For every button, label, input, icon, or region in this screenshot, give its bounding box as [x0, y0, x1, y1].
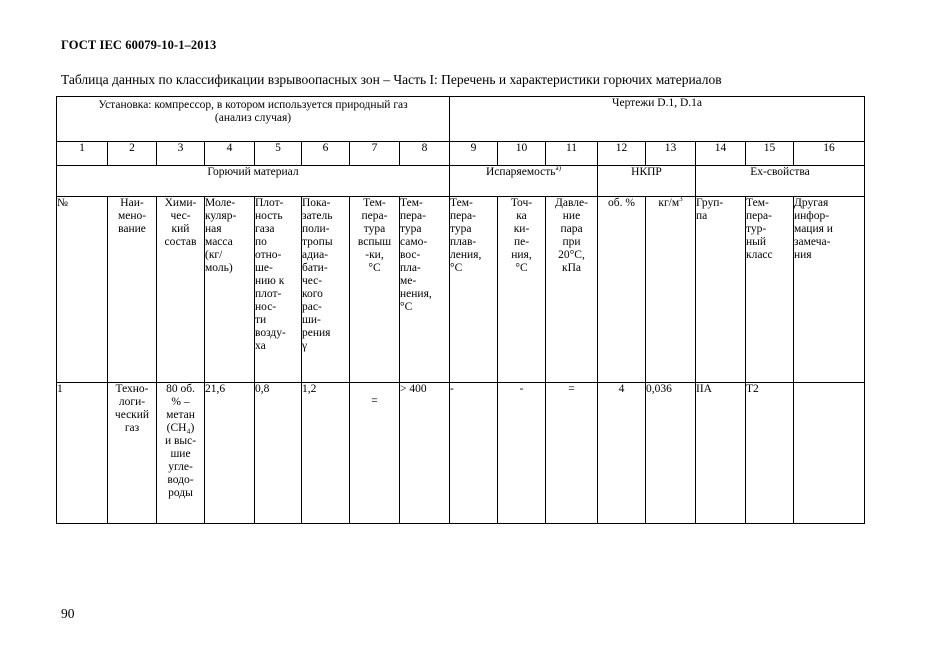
column-number: 13	[646, 142, 696, 166]
header-lel-mass	[646, 197, 696, 383]
cell-temperature-class: T2	[746, 383, 794, 524]
column-number: 9	[450, 142, 498, 166]
column-number: 1	[57, 142, 108, 166]
installation-line-1: Установка: компрессор, в котором используется природный газ	[98, 99, 408, 111]
header-chemical-composition: Хими- чес- кий состав	[157, 197, 205, 383]
header-number: №	[57, 197, 108, 383]
header-gas-group: Груп- па	[696, 197, 746, 383]
column-headers-row	[57, 197, 865, 383]
header-vapour-pressure: Давле- ние пара при 20°С, кПа	[546, 197, 598, 383]
header-molecular-mass: Моле- куляр- ная масса (кг/ моль)	[205, 197, 255, 383]
installation-cell	[57, 97, 450, 142]
header-boiling-point: Точ- ка ки- пе- ния, °С	[498, 197, 546, 383]
cell-molecular-mass: 21,6	[205, 383, 255, 524]
cell-lel-volume: 4	[598, 383, 646, 524]
table-row	[57, 383, 865, 524]
header-lel-mass-unit: кг/м	[658, 197, 680, 209]
column-number: 14	[696, 142, 746, 166]
column-number: 2	[108, 142, 157, 166]
installation-line-2: (анализ случая)	[214, 112, 292, 124]
cell-melting-point: -	[450, 383, 498, 524]
table-caption: Таблица данных по классификации взрывоопасных зон – Часть I: Перечень и характеристики горючих материалов	[61, 72, 722, 87]
cell-gas-group: IIA	[696, 383, 746, 524]
column-number: 11	[546, 142, 598, 166]
page-number: 90	[61, 606, 75, 621]
column-number: 8	[400, 142, 450, 166]
header-relative-density: Плот- ность газа по отно- ше- нию к плот- нос- ти возду- ха	[255, 197, 302, 383]
header-melting-point: Тем- пера- тура плав- ления, °С	[450, 197, 498, 383]
group-flammable-material: Горючий материал	[57, 166, 450, 197]
cell-autoignition-temperature: > 400	[400, 383, 450, 524]
header-other-info: Другая инфор- мация и замеча- ния	[794, 197, 865, 383]
header-autoignition-temperature: Тем- пера- тура само- вос- пла- ме- нения, °С	[400, 197, 450, 383]
column-number: 15	[746, 142, 794, 166]
column-number: 7	[350, 142, 400, 166]
column-number: 10	[498, 142, 546, 166]
installation-row	[57, 97, 865, 142]
group-lel: НКПР	[598, 166, 696, 197]
cell-chemical-composition: 80 об. % – метан (CH₄) и выс- шие угле- водо- роды	[157, 383, 205, 524]
column-number: 12	[598, 142, 646, 166]
column-number: 4	[205, 142, 255, 166]
column-number: 6	[302, 142, 350, 166]
cell-polytropic-index: 1,2	[302, 383, 350, 524]
column-number: 16	[794, 142, 865, 166]
cell-relative-density: 0,8	[255, 383, 302, 524]
drawings-cell: Чертежи D.1, D.1a	[450, 97, 865, 142]
flammable-materials-table	[56, 96, 865, 524]
header-flash-point: Тем- пера- тура вспыш -ки, °С	[350, 197, 400, 383]
header-polytropic-index: Пока- затель поли- тропы адиа- бати- чес- кого рас- ши- рения γ	[302, 197, 350, 383]
cell-lel-mass: 0,036	[646, 383, 696, 524]
cell-name: Техно- логи- ческий газ	[108, 383, 157, 524]
group-volatility	[450, 166, 598, 197]
header-lel-volume: об. %	[598, 197, 646, 383]
column-numbers-row	[57, 142, 865, 166]
header-lel-mass-sup: 3	[679, 195, 683, 204]
cell-flash-point: =	[350, 383, 400, 524]
cell-boiling-point: -	[498, 383, 546, 524]
column-number: 5	[255, 142, 302, 166]
document-code: ГОСТ IEC 60079-10-1–2013	[61, 38, 217, 52]
group-ex-properties: Ех-свойства	[696, 166, 865, 197]
column-number: 3	[157, 142, 205, 166]
group-header-row	[57, 166, 865, 197]
group-volatility-label: Испаряемость	[486, 166, 556, 178]
cell-vapour-pressure: =	[546, 383, 598, 524]
header-name: Наи- мено- вание	[108, 197, 157, 383]
cell-number: 1	[57, 383, 108, 524]
cell-other-info	[794, 383, 865, 524]
volatility-footnote-mark: a)	[555, 164, 561, 173]
header-temperature-class: Тем- пера- тур- ный класс	[746, 197, 794, 383]
